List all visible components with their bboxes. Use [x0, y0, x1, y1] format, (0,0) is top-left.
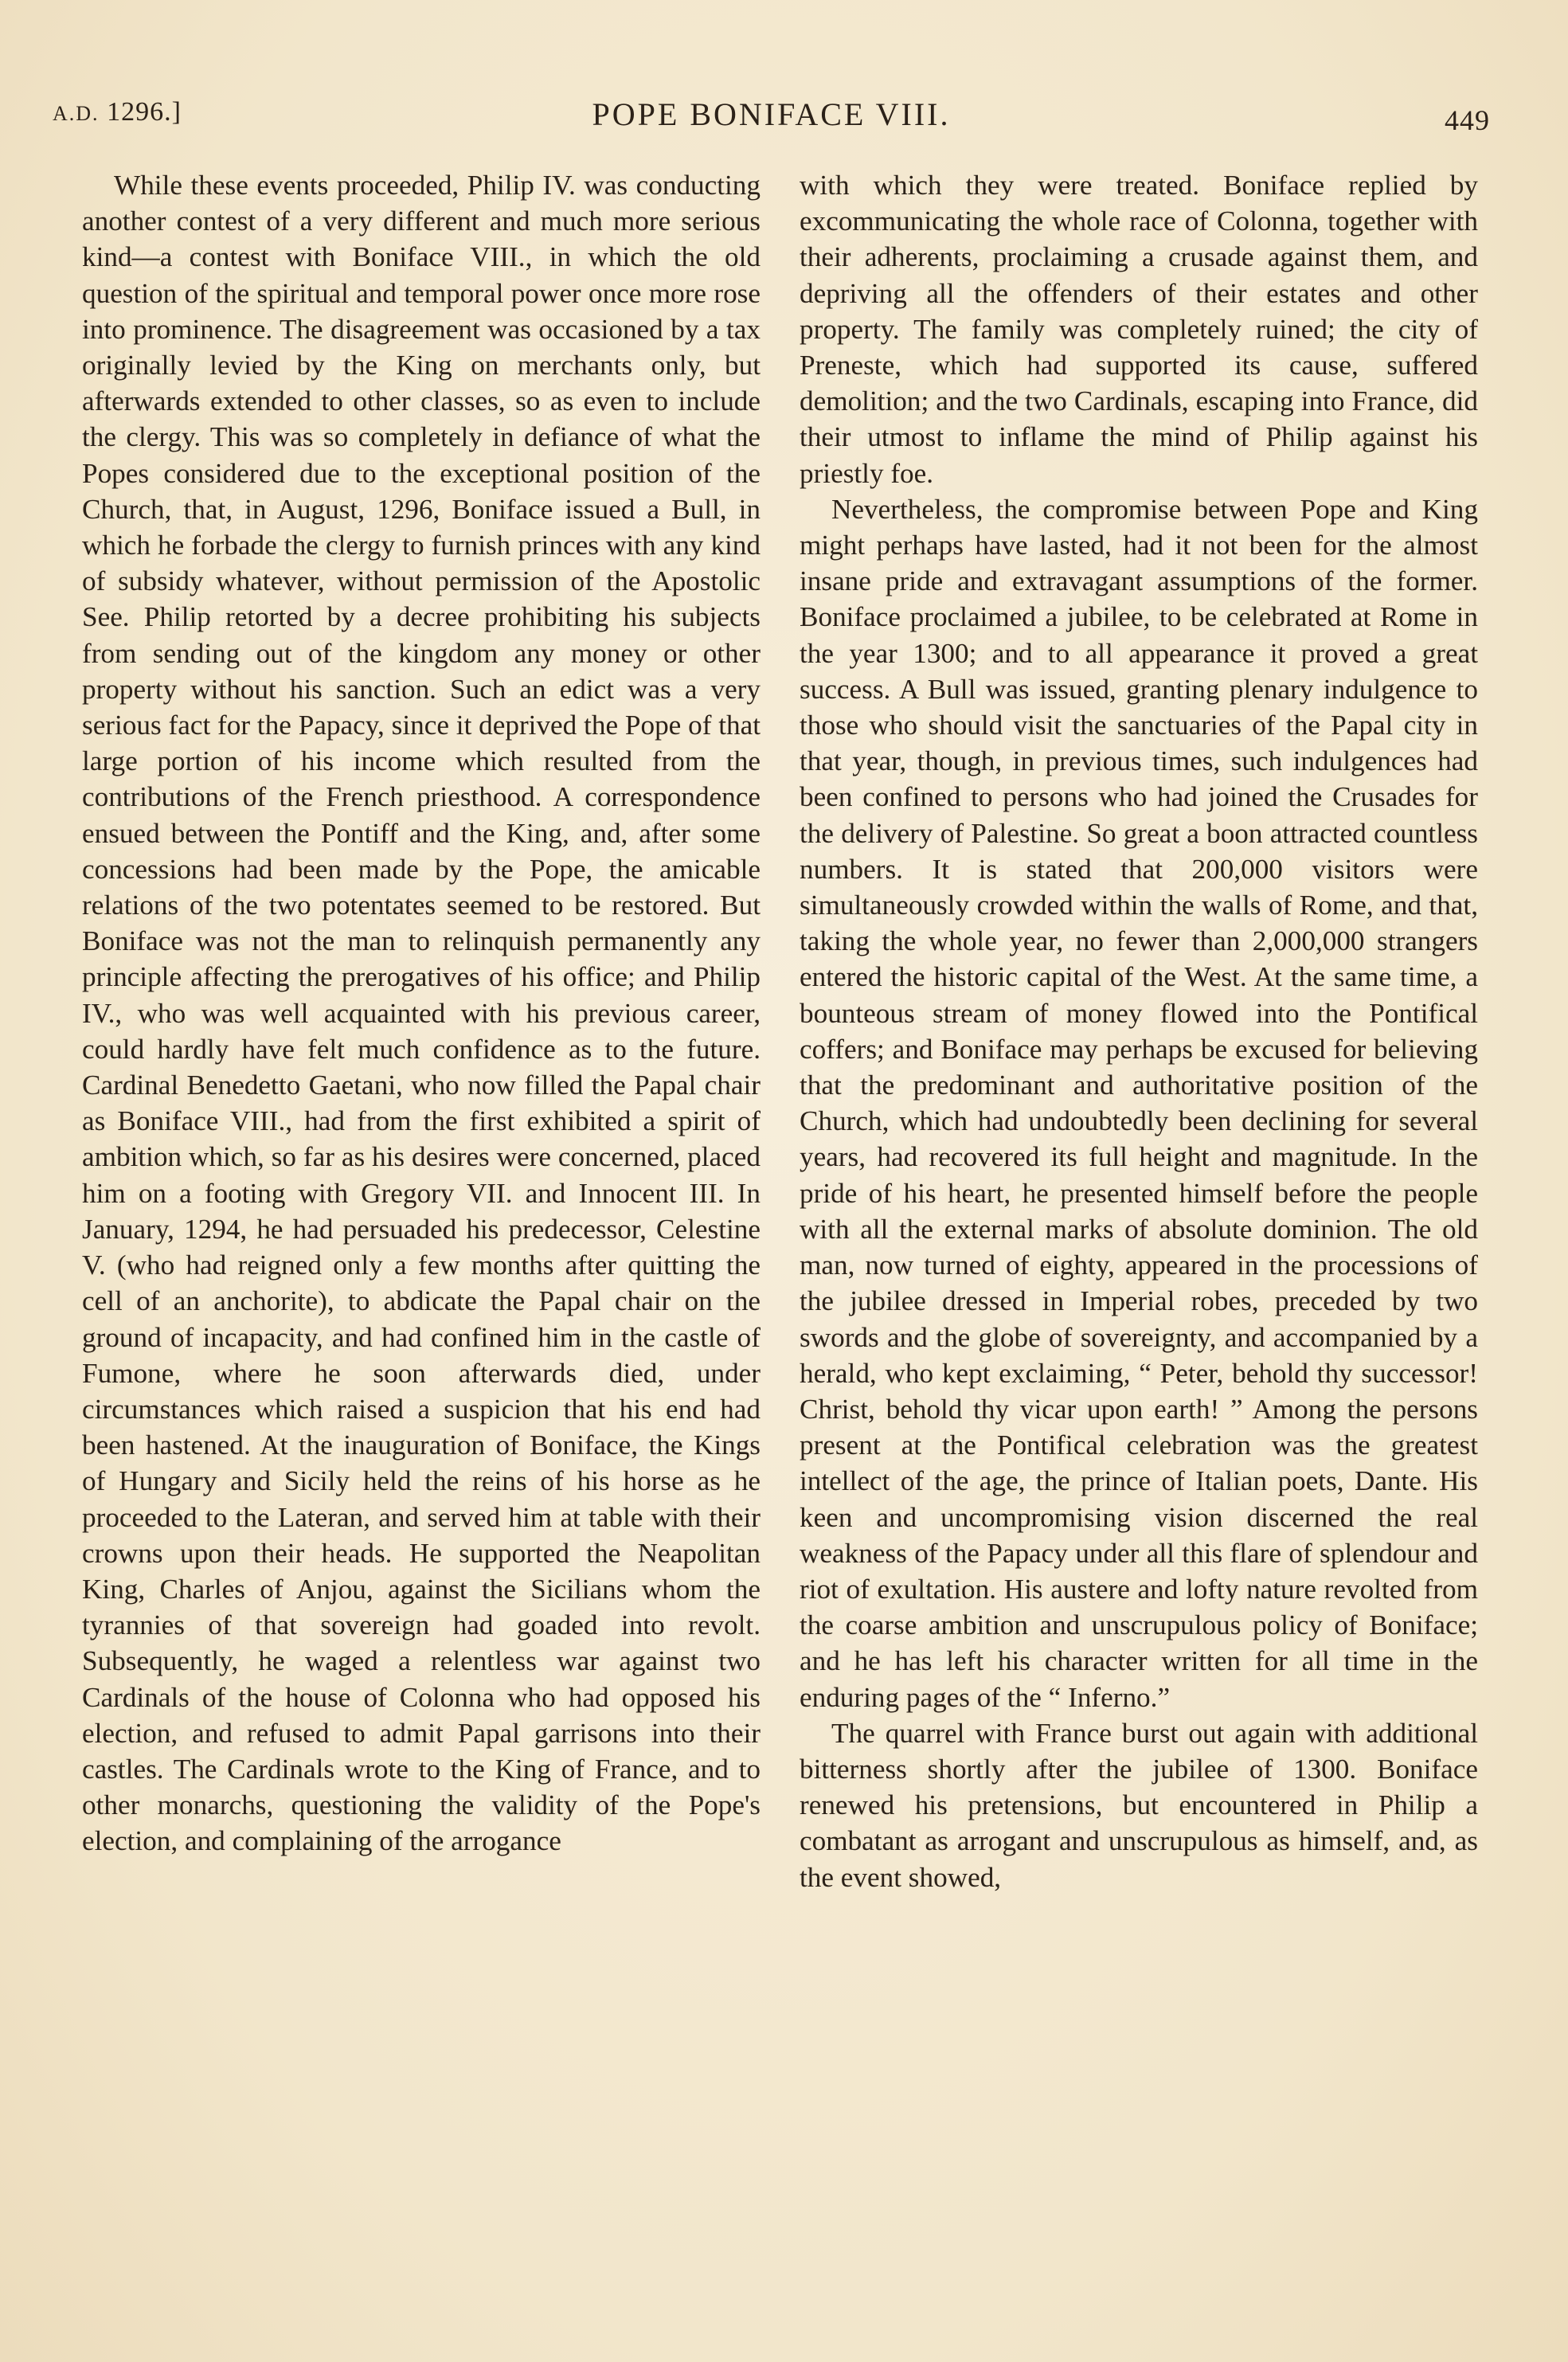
right-paragraph-2: Nevertheless, the compromise between Pope and King might perhaps have lasted, had it not been for the almost insane pride and extravagant assumptions of the former. Boniface proclaimed a jubilee, to be celebrated at Rome in the year 1300; and to all appearance it proved a great success. A Bull was issued, granting plenary indulgence to those who should visit the sanctuaries of the Papal city in that year, though, in previous times, such indulgences had been confined to persons who had joined the Crusades for the delivery of Palestine. So great a boon attracted countless numbers. It is stated that 200,000 visitors were simultaneously crowded within the walls of Rome, and that, taking the whole year, no fewer than 2,000,000 strangers entered the historic capital of the West. At the same time, a bounteous stream of money flowed into the Pontifical coffers; and Boniface may perhaps be excused for believing that the predominant and authoritative position of the Church, which had undoubtedly been declining for several years, had recovered its full height and magnitude. In the pride of his heart, he presented himself before the people with all the external marks of absolute dominion. The old man, now turned of eighty, appeared in the processions of the jubilee dressed in Imperial robes, preceded by two swords and the globe of sovereignty, and accompanied by a herald, who kept exclaiming, “ Peter, behold thy successor! Christ, behold thy vicar upon earth! ” Among the persons present at the Pontifical celebration was the greatest intellect of the age, the prince of Italian poets, Dante. His keen and uncompromising vision discerned the real weakness of the Papacy under all this flare of splendour and riot of exultation. His austere and lofty nature revolted from the coarse ambition and unscrupulous policy of Boniface; and he has left his character written for all time in the enduring pages of the “ Inferno.”	[800, 493, 1478, 1713]
running-head	[53, 94, 1490, 142]
left-column	[82, 167, 761, 2301]
header-date-year: 1296.]	[107, 97, 182, 127]
right-paragraph-1: with which they were treated. Boniface replied by excommunicating the whole race of Colonna, together with their adherents, proclaiming a crusade against them, and depriving all the offenders of their estates and other property. The family was completely ruined; the city of Preneste, which had supported its cause, suffered demolition; and the two Cardinals, escaping into France, did their utmost to inflame the mind of Philip against his priestly foe.	[800, 170, 1478, 489]
left-paragraph-1: While these events proceeded, Philip IV. was conducting another contest of a very different and much more serious kind—a contest with Boniface VIII., in which the old question of the spiritual and temporal power once more rose into prominence. The disagreement was occasioned by a tax originally levied by the King on merchants only, but afterwards extended to other classes, so as even to include the clergy. This was so completely in defiance of what the Popes considered due to the exceptional position of the Church, that, in August, 1296, Boniface issued a Bull, in which he forbade the clergy to furnish princes with any kind of subsidy whatever, without permission of the Apostolic See. Philip retorted by a decree prohibiting his subjects from sending out of the kingdom any money or other property without his sanction. Such an edict was a very serious fact for the Papacy, since it deprived the Pope of that large portion of his income which resulted from the contributions of the French priesthood. A correspondence ensued between the Pontiff and the King, and, after some concessions had been made by the Pope, the amicable relations of the two potentates seemed to be restored. But Boniface was not the man to relinquish permanently any principle affecting the prerogatives of his office; and Philip IV., who was well acquainted with his previous career, could hardly have felt much confidence as to the future. Cardinal Benedetto Gaetani, who now filled the Papal chair as Boniface VIII., had from the first exhibited a spirit of ambition which, so far as his desires were concerned, placed him on a footing with Gregory VII. and Innocent III. In January, 1294, he had persuaded his predecessor, Celestine V. (who had reigned only a few months after quitting the cell of an anchorite), to abdicate the Papal chair on the ground of incapacity, and had confined him in the castle of Fumone, where he soon afterwards died, under circumstances which raised a suspicion that his end had been hastened. At the inauguration of Boniface, the Kings of Hungary and Sicily held the reins of his horse as he proceeded to the Lateran, and served him at table with their crowns upon their heads. He supported the Neapolitan King, Charles of Anjou, against the Sicilians whom the tyrannies of that sovereign had goaded into revolt. Subsequently, he waged a relentless war against two Cardinals of the house of Colonna who had opposed his election, and refused to admit Papal garrisons into their castles. The Cardinals wrote to the King of France, and to other monarchs, questioning the validity of the Pope's election, and complaining of the arrogance	[82, 170, 761, 1857]
page-number: 449	[1445, 104, 1490, 136]
page-title: POPE BONIFACE VIII.	[592, 96, 951, 132]
right-paragraph-3: The quarrel with France burst out again with additional bitterness shortly after the jubilee of 1300. Boniface renewed his pretensions, but encountered in Philip a combatant as arrogant and unscrupulous as himself, and, as the event showed,	[800, 1717, 1478, 1893]
right-column	[800, 167, 1478, 2301]
header-date-prefix: A.D.	[53, 102, 100, 125]
